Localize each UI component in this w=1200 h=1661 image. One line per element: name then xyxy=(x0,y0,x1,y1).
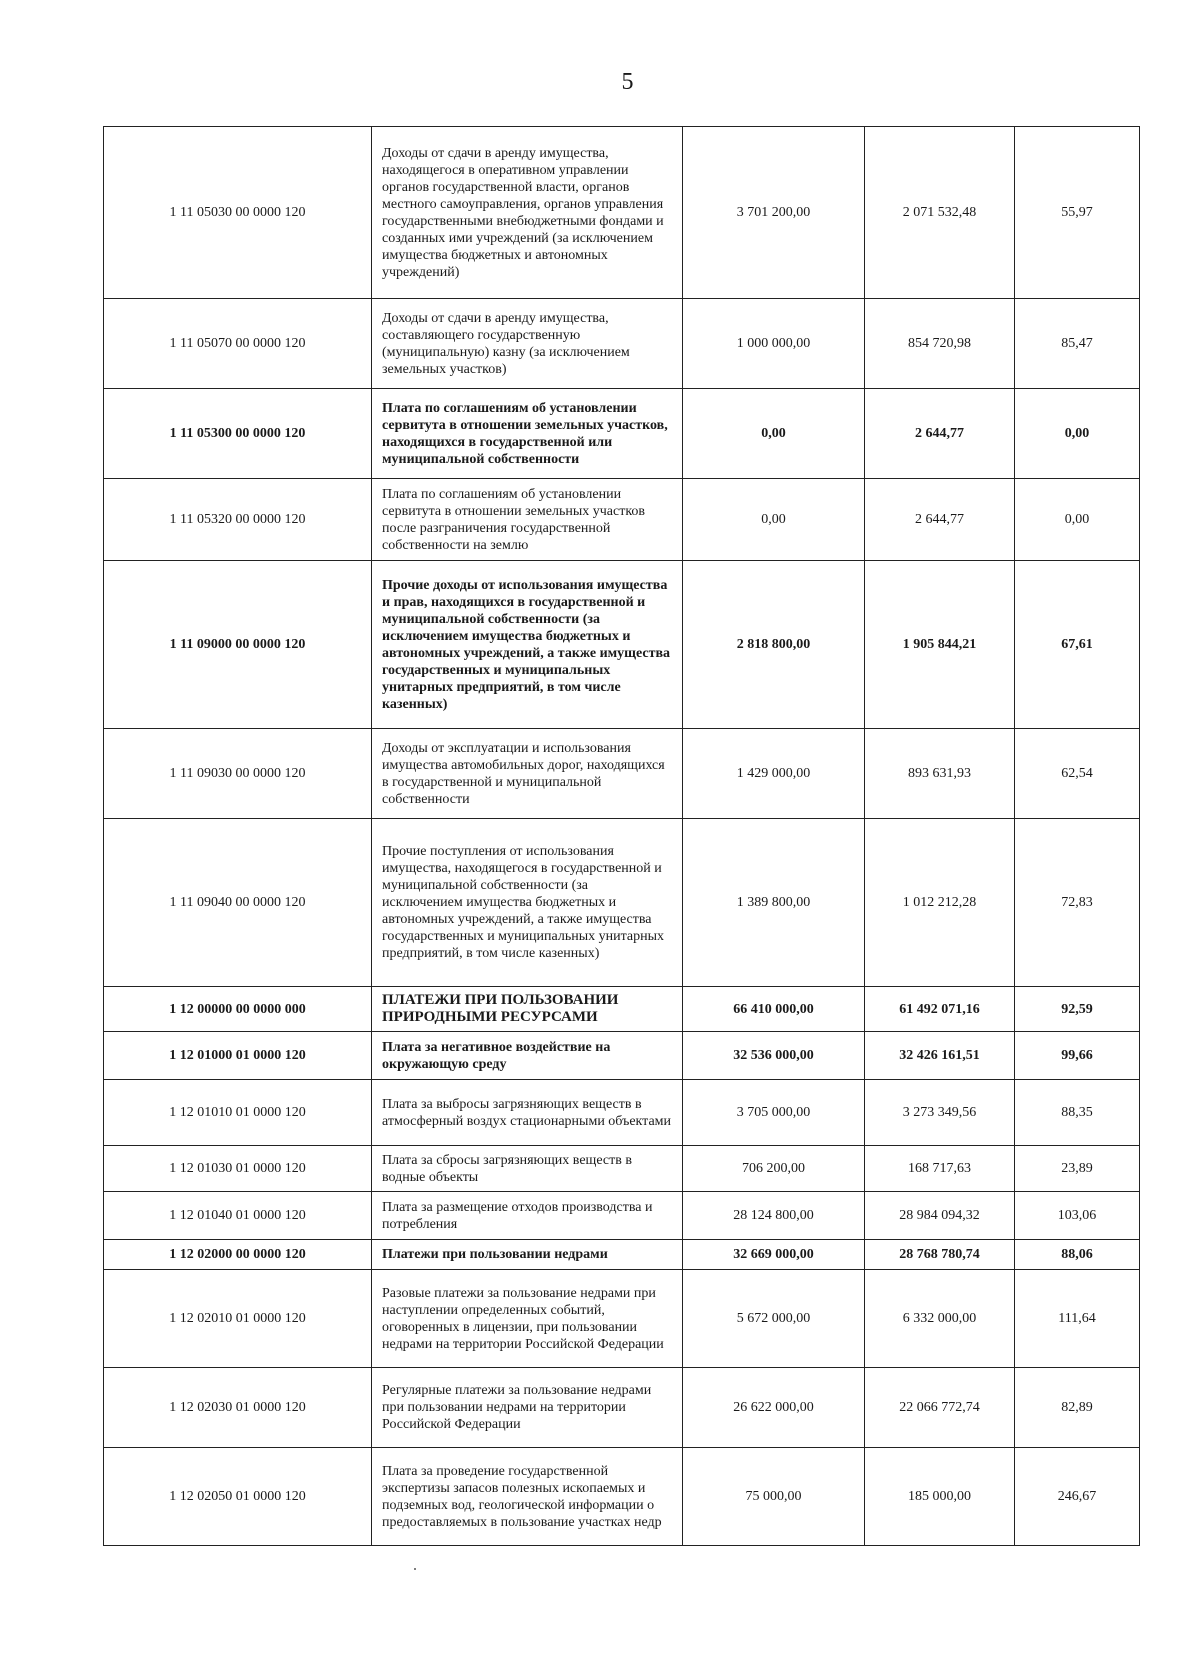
row-name: Плата за негативное воздействие на окружающую среду xyxy=(372,1032,683,1080)
row-plan: 706 200,00 xyxy=(683,1146,865,1192)
row-name: Плата за размещение отходов производства и потребления xyxy=(372,1192,683,1240)
row-actual: 893 631,93 xyxy=(865,729,1015,819)
row-code: 1 12 00000 00 0000 000 xyxy=(104,987,372,1032)
row-actual: 32 426 161,51 xyxy=(865,1032,1015,1080)
row-percent: 67,61 xyxy=(1015,561,1140,729)
row-plan: 26 622 000,00 xyxy=(683,1368,865,1448)
row-plan: 0,00 xyxy=(683,479,865,561)
row-name: Плата по соглашениям об установлении сервитута в отношении земельных участков после разграничения государственной собственности на землю xyxy=(372,479,683,561)
row-name: Доходы от эксплуатации и использования имущества автомобильных дорог, находящихся в государственной и муниципальной собственности xyxy=(372,729,683,819)
row-plan: 66 410 000,00 xyxy=(683,987,865,1032)
table-row xyxy=(104,1146,1140,1192)
row-code: 1 11 09000 00 0000 120 xyxy=(104,561,372,729)
row-name: Прочие поступления от использования имущества, находящегося в государственной и муниципальной собственности (за исключением имущества бюджетных и автономных учреждений, а также имущества государственных и муниципальных унитарных предприятий, в том числе казенных) xyxy=(372,819,683,987)
row-percent: 72,83 xyxy=(1015,819,1140,987)
row-code: 1 12 02000 00 0000 120 xyxy=(104,1240,372,1270)
row-actual: 185 000,00 xyxy=(865,1448,1015,1546)
row-code: 1 11 05070 00 0000 120 xyxy=(104,299,372,389)
row-actual: 854 720,98 xyxy=(865,299,1015,389)
row-percent: 99,66 xyxy=(1015,1032,1140,1080)
row-plan: 75 000,00 xyxy=(683,1448,865,1546)
row-actual: 1 905 844,21 xyxy=(865,561,1015,729)
table-row xyxy=(104,1270,1140,1368)
row-actual: 2 644,77 xyxy=(865,389,1015,479)
table-row xyxy=(104,729,1140,819)
row-plan: 1 389 800,00 xyxy=(683,819,865,987)
row-plan: 28 124 800,00 xyxy=(683,1192,865,1240)
table-row xyxy=(104,561,1140,729)
revenue-table xyxy=(103,126,1140,1546)
table-row xyxy=(104,389,1140,479)
row-code: 1 12 02030 01 0000 120 xyxy=(104,1368,372,1448)
row-actual: 2 644,77 xyxy=(865,479,1015,561)
row-plan: 0,00 xyxy=(683,389,865,479)
table-row xyxy=(104,1032,1140,1080)
row-code: 1 11 05320 00 0000 120 xyxy=(104,479,372,561)
row-percent: 23,89 xyxy=(1015,1146,1140,1192)
row-actual: 28 768 780,74 xyxy=(865,1240,1015,1270)
table-row xyxy=(104,1192,1140,1240)
row-percent: 88,06 xyxy=(1015,1240,1140,1270)
row-code: 1 12 01000 01 0000 120 xyxy=(104,1032,372,1080)
row-code: 1 12 01030 01 0000 120 xyxy=(104,1146,372,1192)
row-percent: 82,89 xyxy=(1015,1368,1140,1448)
table-row xyxy=(104,1448,1140,1546)
row-percent: 55,97 xyxy=(1015,127,1140,299)
table-row xyxy=(104,299,1140,389)
row-name: Плата за выбросы загрязняющих веществ в атмосферный воздух стационарными объектами xyxy=(372,1080,683,1146)
row-percent: 62,54 xyxy=(1015,729,1140,819)
table-row xyxy=(104,1080,1140,1146)
row-plan: 3 701 200,00 xyxy=(683,127,865,299)
row-name: Платежи при пользовании недрами xyxy=(372,1240,683,1270)
row-code: 1 11 05300 00 0000 120 xyxy=(104,389,372,479)
row-actual: 22 066 772,74 xyxy=(865,1368,1015,1448)
row-code: 1 12 02010 01 0000 120 xyxy=(104,1270,372,1368)
row-percent: 88,35 xyxy=(1015,1080,1140,1146)
row-name: Разовые платежи за пользование недрами при наступлении определенных событий, оговоренных в лицензии, при пользовании недрами на территории Российской Федерации xyxy=(372,1270,683,1368)
row-actual: 61 492 071,16 xyxy=(865,987,1015,1032)
row-name: ПЛАТЕЖИ ПРИ ПОЛЬЗОВАНИИ ПРИРОДНЫМИ РЕСУРСАМИ xyxy=(372,987,683,1032)
row-actual: 168 717,63 xyxy=(865,1146,1015,1192)
row-percent: 246,67 xyxy=(1015,1448,1140,1546)
row-percent: 85,47 xyxy=(1015,299,1140,389)
row-code: 1 11 05030 00 0000 120 xyxy=(104,127,372,299)
row-percent: 111,64 xyxy=(1015,1270,1140,1368)
table-row xyxy=(104,987,1140,1032)
row-code: 1 12 02050 01 0000 120 xyxy=(104,1448,372,1546)
row-plan: 1 429 000,00 xyxy=(683,729,865,819)
row-percent: 0,00 xyxy=(1015,389,1140,479)
row-code: 1 12 01040 01 0000 120 xyxy=(104,1192,372,1240)
row-percent: 0,00 xyxy=(1015,479,1140,561)
row-percent: 103,06 xyxy=(1015,1192,1140,1240)
row-name: Плата за проведение государственной экспертизы запасов полезных ископаемых и подземных вод, геологической информации о предоставляемых в пользование участках недр xyxy=(372,1448,683,1546)
table-row xyxy=(104,479,1140,561)
table-row xyxy=(104,127,1140,299)
table-row xyxy=(104,1240,1140,1270)
row-name: Доходы от сдачи в аренду имущества, составляющего государственную (муниципальную) казну (за исключением земельных участков) xyxy=(372,299,683,389)
page-number: 5 xyxy=(621,69,634,95)
row-plan: 1 000 000,00 xyxy=(683,299,865,389)
row-plan: 32 536 000,00 xyxy=(683,1032,865,1080)
row-actual: 28 984 094,32 xyxy=(865,1192,1015,1240)
row-plan: 3 705 000,00 xyxy=(683,1080,865,1146)
row-percent: 92,59 xyxy=(1015,987,1140,1032)
row-actual: 2 071 532,48 xyxy=(865,127,1015,299)
row-code: 1 11 09040 00 0000 120 xyxy=(104,819,372,987)
row-code: 1 12 01010 01 0000 120 xyxy=(104,1080,372,1146)
row-name: Доходы от сдачи в аренду имущества, находящегося в оперативном управлении органов государственной власти, органов местного самоуправления, органов управления государственными внебюджетными фондами и созданных ими учреждений (за исключением имущества бюджетных и автономных учреждений) xyxy=(372,127,683,299)
row-name: Плата по соглашениям об установлении сервитута в отношении земельных участков, находящихся в государственной или муниципальной собственности xyxy=(372,389,683,479)
row-name: Регулярные платежи за пользование недрами при пользовании недрами на территории Российской Федерации xyxy=(372,1368,683,1448)
row-actual: 6 332 000,00 xyxy=(865,1270,1015,1368)
row-plan: 32 669 000,00 xyxy=(683,1240,865,1270)
row-code: 1 11 09030 00 0000 120 xyxy=(104,729,372,819)
scan-speck xyxy=(414,1568,416,1570)
table-row xyxy=(104,1368,1140,1448)
row-actual: 1 012 212,28 xyxy=(865,819,1015,987)
table-row xyxy=(104,819,1140,987)
row-name: Плата за сбросы загрязняющих веществ в водные объекты xyxy=(372,1146,683,1192)
row-actual: 3 273 349,56 xyxy=(865,1080,1015,1146)
row-name: Прочие доходы от использования имущества и прав, находящихся в государственной и муниципальной собственности (за исключением имущества бюджетных и автономных учреждений, а также имущества государственных и муниципальных унитарных предприятий, в том числе казенных) xyxy=(372,561,683,729)
row-plan: 2 818 800,00 xyxy=(683,561,865,729)
row-plan: 5 672 000,00 xyxy=(683,1270,865,1368)
